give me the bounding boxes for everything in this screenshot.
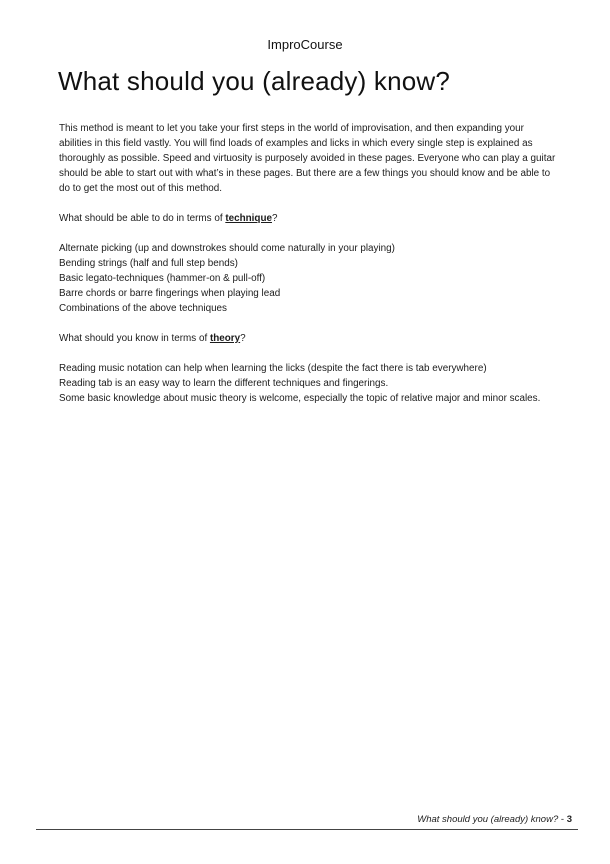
list-item: Combinations of the above techniques	[59, 303, 227, 314]
spacer	[59, 196, 559, 211]
theory-list	[59, 361, 559, 406]
technique-question-prefix: What should be able to do in terms of	[59, 213, 226, 224]
page-number: 3	[566, 814, 572, 825]
footer-separator: -	[558, 814, 567, 825]
list-item: Barre chords or barre fingerings when playing lead	[59, 288, 281, 299]
list-item: Reading music notation can help when learning the licks (despite the fact there is tab everywhere)	[59, 363, 487, 374]
intro-paragraph: This method is meant to let you take your first steps in the world of improvisation, and then expanding your abilities in this field vastly. You will find loads of examples and licks in which every single step is explained as thoroughly as possible. Speed and virtuosity is purposely avoided in these pages. Everyone who can play a guitar should be able to start out with what’s in these pages. But there are a few things you should know and be able to do to get the most out of this method.	[59, 123, 556, 194]
technique-keyword: technique	[225, 213, 272, 224]
list-item: Alternate picking (up and downstrokes should come naturally in your playing)	[59, 243, 395, 254]
footer-rule	[36, 829, 578, 830]
theory-question-prefix: What should you know in terms of	[59, 333, 210, 344]
body-content	[59, 121, 559, 406]
list-item: Some basic knowledge about music theory is welcome, especially the topic of relative major and minor scales.	[59, 393, 541, 404]
page-title: What should you (already) know?	[58, 66, 451, 96]
spacer	[59, 226, 559, 241]
running-header: ImproCourse	[267, 37, 343, 52]
spacer	[59, 346, 559, 361]
list-item: Bending strings (half and full step bends)	[59, 258, 238, 269]
list-item: Reading tab is an easy way to learn the different techniques and fingerings.	[59, 378, 389, 389]
technique-list	[59, 241, 559, 316]
theory-question-suffix: ?	[240, 333, 246, 344]
spacer	[59, 316, 559, 331]
technique-question-suffix: ?	[271, 213, 278, 224]
technique-question	[59, 211, 559, 226]
list-item: Basic legato-techniques (hammer-on & pull-off)	[59, 273, 266, 284]
page-footer	[417, 814, 572, 825]
theory-keyword: theory	[209, 333, 241, 344]
footer-section-title: What should you (already) know?	[417, 814, 559, 825]
theory-question	[59, 331, 559, 346]
